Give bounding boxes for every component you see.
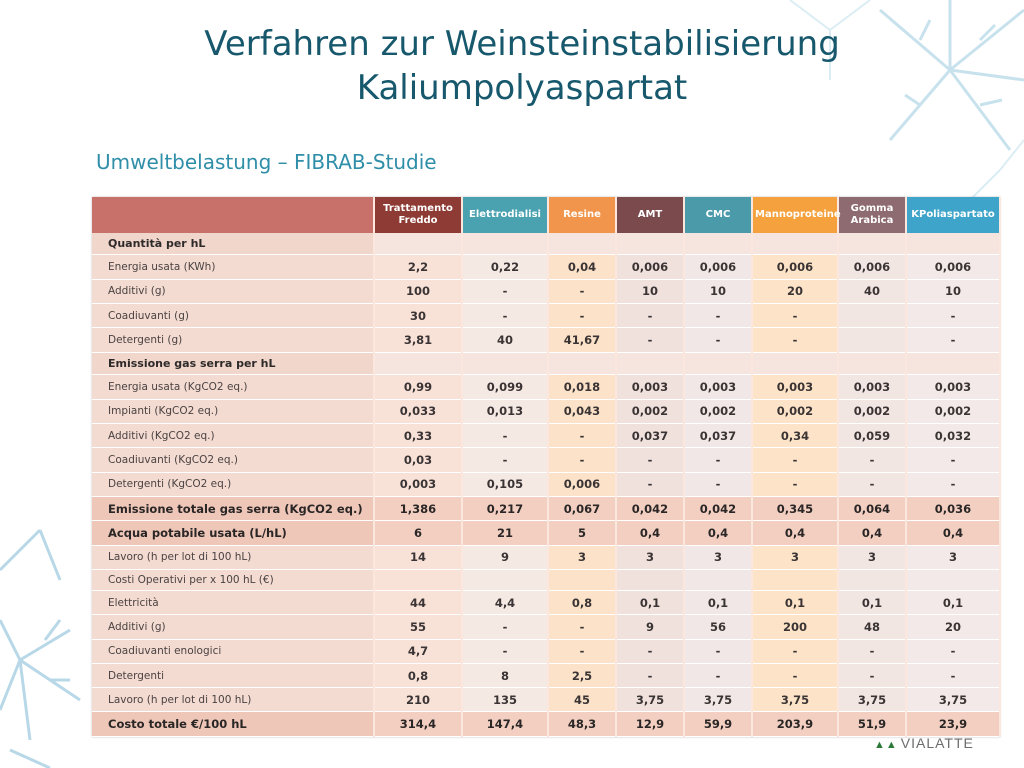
row-label: Lavoro (h per lot di 100 hL) — [92, 688, 374, 712]
total-row — [92, 496, 1000, 520]
table-cell: 4,4 — [462, 590, 548, 614]
table-row — [92, 615, 1000, 639]
table-cell: 0,067 — [548, 496, 616, 520]
table-cell: - — [906, 328, 1000, 352]
table-cell: 21 — [462, 521, 548, 545]
table-cell: - — [462, 423, 548, 447]
logo-mark-icon: ▲▲ — [874, 739, 898, 751]
table-cell: - — [616, 448, 684, 472]
table-cell: 56 — [684, 615, 752, 639]
table-cell: - — [752, 639, 838, 663]
table-cell — [684, 352, 752, 375]
column-header: Elettrodialisi — [462, 197, 548, 233]
table-cell — [752, 569, 838, 590]
row-label: Coadiuvanti enologici — [92, 639, 374, 663]
table-row — [92, 569, 1000, 590]
table-cell: 314,4 — [374, 712, 462, 737]
table-cell — [462, 352, 548, 375]
table-cell: 0,33 — [374, 423, 462, 447]
column-header: AMT — [616, 197, 684, 233]
row-label: Quantità per hL — [92, 233, 374, 255]
table-cell: 0,042 — [616, 496, 684, 520]
table-cell: 0,006 — [752, 255, 838, 279]
table-cell: - — [684, 328, 752, 352]
table-cell — [374, 352, 462, 375]
table-row — [92, 639, 1000, 663]
table-cell: - — [838, 472, 906, 496]
table-cell: - — [616, 304, 684, 328]
row-label: Additivi (g) — [92, 615, 374, 639]
comparison-table-image — [92, 197, 1000, 737]
table-cell: 0,003 — [838, 375, 906, 399]
table-cell: 10 — [906, 279, 1000, 303]
table-cell: 3,75 — [752, 688, 838, 712]
table-cell: 0,4 — [616, 521, 684, 545]
row-label: Emissione totale gas serra (KgCO2 eq.) — [92, 496, 374, 520]
comparison-table — [92, 197, 1001, 737]
table-cell: 3,75 — [616, 688, 684, 712]
table-cell: 0,003 — [684, 375, 752, 399]
row-label: Elettricità — [92, 590, 374, 614]
table-cell: 0,064 — [838, 496, 906, 520]
table-cell: - — [684, 472, 752, 496]
table-cell: 3,75 — [906, 688, 1000, 712]
table-cell: 0,003 — [906, 375, 1000, 399]
table-cell: - — [616, 639, 684, 663]
table-cell — [684, 569, 752, 590]
table-row — [92, 375, 1000, 399]
table-cell: - — [838, 448, 906, 472]
table-cell: - — [548, 448, 616, 472]
section-header-row — [92, 352, 1000, 375]
row-label: Costi Operativi per x 100 hL (€) — [92, 569, 374, 590]
table-cell: 0,002 — [752, 399, 838, 423]
table-cell — [752, 233, 838, 255]
table-cell — [616, 233, 684, 255]
table-cell: 6 — [374, 521, 462, 545]
table-cell: 0,059 — [838, 423, 906, 447]
table-cell: 0,99 — [374, 375, 462, 399]
column-header: Resine — [548, 197, 616, 233]
row-label: Emissione gas serra per hL — [92, 352, 374, 375]
table-cell: 41,67 — [548, 328, 616, 352]
table-cell: 203,9 — [752, 712, 838, 737]
table-cell: - — [838, 639, 906, 663]
table-cell: 59,9 — [684, 712, 752, 737]
table-cell: 0,003 — [752, 375, 838, 399]
table-cell: 0,006 — [616, 255, 684, 279]
table-cell: - — [462, 639, 548, 663]
table-cell: 0,1 — [906, 590, 1000, 614]
row-label: Costo totale €/100 hL — [92, 712, 374, 737]
slide-title — [0, 22, 1024, 110]
table-cell: - — [462, 304, 548, 328]
row-label: Additivi (KgCO2 eq.) — [92, 423, 374, 447]
table-row — [92, 399, 1000, 423]
table-cell: 9 — [616, 615, 684, 639]
section-header-row — [92, 233, 1000, 255]
table-cell: 0,006 — [684, 255, 752, 279]
total-row — [92, 521, 1000, 545]
table-cell: 10 — [684, 279, 752, 303]
table-cell: 1,386 — [374, 496, 462, 520]
table-cell: - — [684, 639, 752, 663]
table-cell — [462, 233, 548, 255]
table-cell: - — [906, 639, 1000, 663]
table-cell — [838, 304, 906, 328]
table-cell: 55 — [374, 615, 462, 639]
table-cell: - — [752, 663, 838, 687]
table-cell: 0,22 — [462, 255, 548, 279]
table-cell: 14 — [374, 545, 462, 569]
table-row — [92, 279, 1000, 303]
table-cell: 40 — [838, 279, 906, 303]
table-row — [92, 448, 1000, 472]
table-cell: 9 — [462, 545, 548, 569]
table-cell: - — [752, 328, 838, 352]
table-cell: 0,002 — [906, 399, 1000, 423]
row-label: Coadiuvanti (g) — [92, 304, 374, 328]
table-cell: 0,006 — [838, 255, 906, 279]
title-line-2: Kaliumpolyaspartat — [356, 68, 688, 108]
table-cell: 0,042 — [684, 496, 752, 520]
table-cell: 0,345 — [752, 496, 838, 520]
table-cell — [906, 233, 1000, 255]
table-cell: 3 — [616, 545, 684, 569]
table-cell: 30 — [374, 304, 462, 328]
table-cell: 0,1 — [838, 590, 906, 614]
table-cell: 0,003 — [616, 375, 684, 399]
table-cell: 5 — [548, 521, 616, 545]
table-cell: 3 — [684, 545, 752, 569]
table-cell: 3,81 — [374, 328, 462, 352]
logo-text: VIALATTE — [900, 735, 974, 751]
title-line-1: Verfahren zur Weinsteinstabilisierung — [204, 24, 840, 64]
table-cell: 0,043 — [548, 399, 616, 423]
table-cell: 0,8 — [548, 590, 616, 614]
table-cell: 3,75 — [684, 688, 752, 712]
company-logo — [874, 735, 974, 751]
table-cell: - — [462, 448, 548, 472]
table-cell: 0,217 — [462, 496, 548, 520]
table-cell: 0,105 — [462, 472, 548, 496]
table-cell: 0,036 — [906, 496, 1000, 520]
table-cell: - — [906, 448, 1000, 472]
table-cell — [838, 233, 906, 255]
table-row — [92, 590, 1000, 614]
table-row — [92, 472, 1000, 496]
table-cell: - — [462, 279, 548, 303]
table-cell: 0,002 — [838, 399, 906, 423]
table-cell: 0,4 — [752, 521, 838, 545]
row-label: Additivi (g) — [92, 279, 374, 303]
table-cell: 0,002 — [684, 399, 752, 423]
column-header: Trattamento Freddo — [374, 197, 462, 233]
column-header: CMC — [684, 197, 752, 233]
table-cell: 44 — [374, 590, 462, 614]
table-cell — [838, 352, 906, 375]
table-cell — [374, 569, 462, 590]
table-cell: 51,9 — [838, 712, 906, 737]
table-header-row — [92, 197, 1000, 233]
table-row — [92, 423, 1000, 447]
table-cell — [906, 352, 1000, 375]
table-cell: 0,099 — [462, 375, 548, 399]
table-cell: 0,013 — [462, 399, 548, 423]
table-cell: - — [906, 472, 1000, 496]
table-cell: 0,018 — [548, 375, 616, 399]
table-cell: 48,3 — [548, 712, 616, 737]
table-row — [92, 255, 1000, 279]
table-row — [92, 663, 1000, 687]
table-cell: - — [548, 304, 616, 328]
table-cell: 100 — [374, 279, 462, 303]
table-cell: - — [684, 663, 752, 687]
table-body — [92, 233, 1000, 737]
row-label: Acqua potabile usata (L/hL) — [92, 521, 374, 545]
table-cell: 20 — [906, 615, 1000, 639]
table-cell: 0,4 — [684, 521, 752, 545]
table-cell: 0,033 — [374, 399, 462, 423]
table-cell: 12,9 — [616, 712, 684, 737]
table-cell: 0,04 — [548, 255, 616, 279]
table-cell — [752, 352, 838, 375]
table-cell: 3,75 — [838, 688, 906, 712]
table-cell: - — [616, 472, 684, 496]
table-row — [92, 688, 1000, 712]
table-cell: 0,003 — [374, 472, 462, 496]
table-cell: - — [752, 304, 838, 328]
total-row — [92, 712, 1000, 737]
column-header: KPoliaspartato — [906, 197, 1000, 233]
table-cell: - — [462, 615, 548, 639]
table-cell: - — [548, 639, 616, 663]
row-label: Impianti (KgCO2 eq.) — [92, 399, 374, 423]
table-cell — [616, 352, 684, 375]
table-cell: 0,1 — [684, 590, 752, 614]
row-label: Energia usata (KWh) — [92, 255, 374, 279]
table-cell: 0,4 — [906, 521, 1000, 545]
table-cell: 0,006 — [906, 255, 1000, 279]
table-cell — [548, 569, 616, 590]
table-cell: 3 — [752, 545, 838, 569]
table-cell: 0,8 — [374, 663, 462, 687]
row-label: Detergenti (KgCO2 eq.) — [92, 472, 374, 496]
table-row — [92, 328, 1000, 352]
table-cell: 3 — [548, 545, 616, 569]
table-cell: 4,7 — [374, 639, 462, 663]
table-cell: 3 — [906, 545, 1000, 569]
table-cell: 48 — [838, 615, 906, 639]
table-cell: 210 — [374, 688, 462, 712]
table-cell: - — [684, 448, 752, 472]
table-cell: 2,5 — [548, 663, 616, 687]
table-cell — [548, 352, 616, 375]
table-row — [92, 545, 1000, 569]
table-cell: 45 — [548, 688, 616, 712]
table-cell: - — [548, 615, 616, 639]
table-cell — [616, 569, 684, 590]
table-cell — [374, 233, 462, 255]
table-cell: - — [752, 448, 838, 472]
table-cell: 0,002 — [616, 399, 684, 423]
row-label: Coadiuvanti (KgCO2 eq.) — [92, 448, 374, 472]
table-cell: 3 — [838, 545, 906, 569]
table-cell — [684, 233, 752, 255]
table-cell: 23,9 — [906, 712, 1000, 737]
table-cell: 0,1 — [752, 590, 838, 614]
table-cell: 20 — [752, 279, 838, 303]
table-cell: - — [684, 304, 752, 328]
table-cell — [838, 569, 906, 590]
slide-subtitle: Umweltbelastung – FIBRAB-Studie — [96, 150, 437, 174]
table-cell: 0,34 — [752, 423, 838, 447]
table-cell: 0,1 — [616, 590, 684, 614]
table-cell: - — [616, 663, 684, 687]
table-cell: 0,4 — [838, 521, 906, 545]
table-cell: - — [548, 423, 616, 447]
table-cell: 0,037 — [684, 423, 752, 447]
table-cell — [462, 569, 548, 590]
table-cell: 2,2 — [374, 255, 462, 279]
table-cell: - — [752, 472, 838, 496]
table-cell: 0,037 — [616, 423, 684, 447]
table-cell: 0,03 — [374, 448, 462, 472]
table-cell: 40 — [462, 328, 548, 352]
table-cell: 200 — [752, 615, 838, 639]
row-label: Energia usata (KgCO2 eq.) — [92, 375, 374, 399]
table-cell: - — [838, 663, 906, 687]
table-cell: - — [906, 663, 1000, 687]
row-label: Detergenti (g) — [92, 328, 374, 352]
header-corner — [92, 197, 374, 233]
table-cell: 0,006 — [548, 472, 616, 496]
table-cell: 8 — [462, 663, 548, 687]
table-cell: - — [548, 279, 616, 303]
table-cell: 135 — [462, 688, 548, 712]
table-cell: 10 — [616, 279, 684, 303]
row-label: Detergenti — [92, 663, 374, 687]
table-cell: - — [616, 328, 684, 352]
table-row — [92, 304, 1000, 328]
column-header: Gomma Arabica — [838, 197, 906, 233]
column-header: Mannoproteine — [752, 197, 838, 233]
table-cell: 147,4 — [462, 712, 548, 737]
table-cell — [838, 328, 906, 352]
table-cell: 0,032 — [906, 423, 1000, 447]
table-cell — [906, 569, 1000, 590]
row-label: Lavoro (h per lot di 100 hL) — [92, 545, 374, 569]
table-cell: - — [906, 304, 1000, 328]
table-cell — [548, 233, 616, 255]
